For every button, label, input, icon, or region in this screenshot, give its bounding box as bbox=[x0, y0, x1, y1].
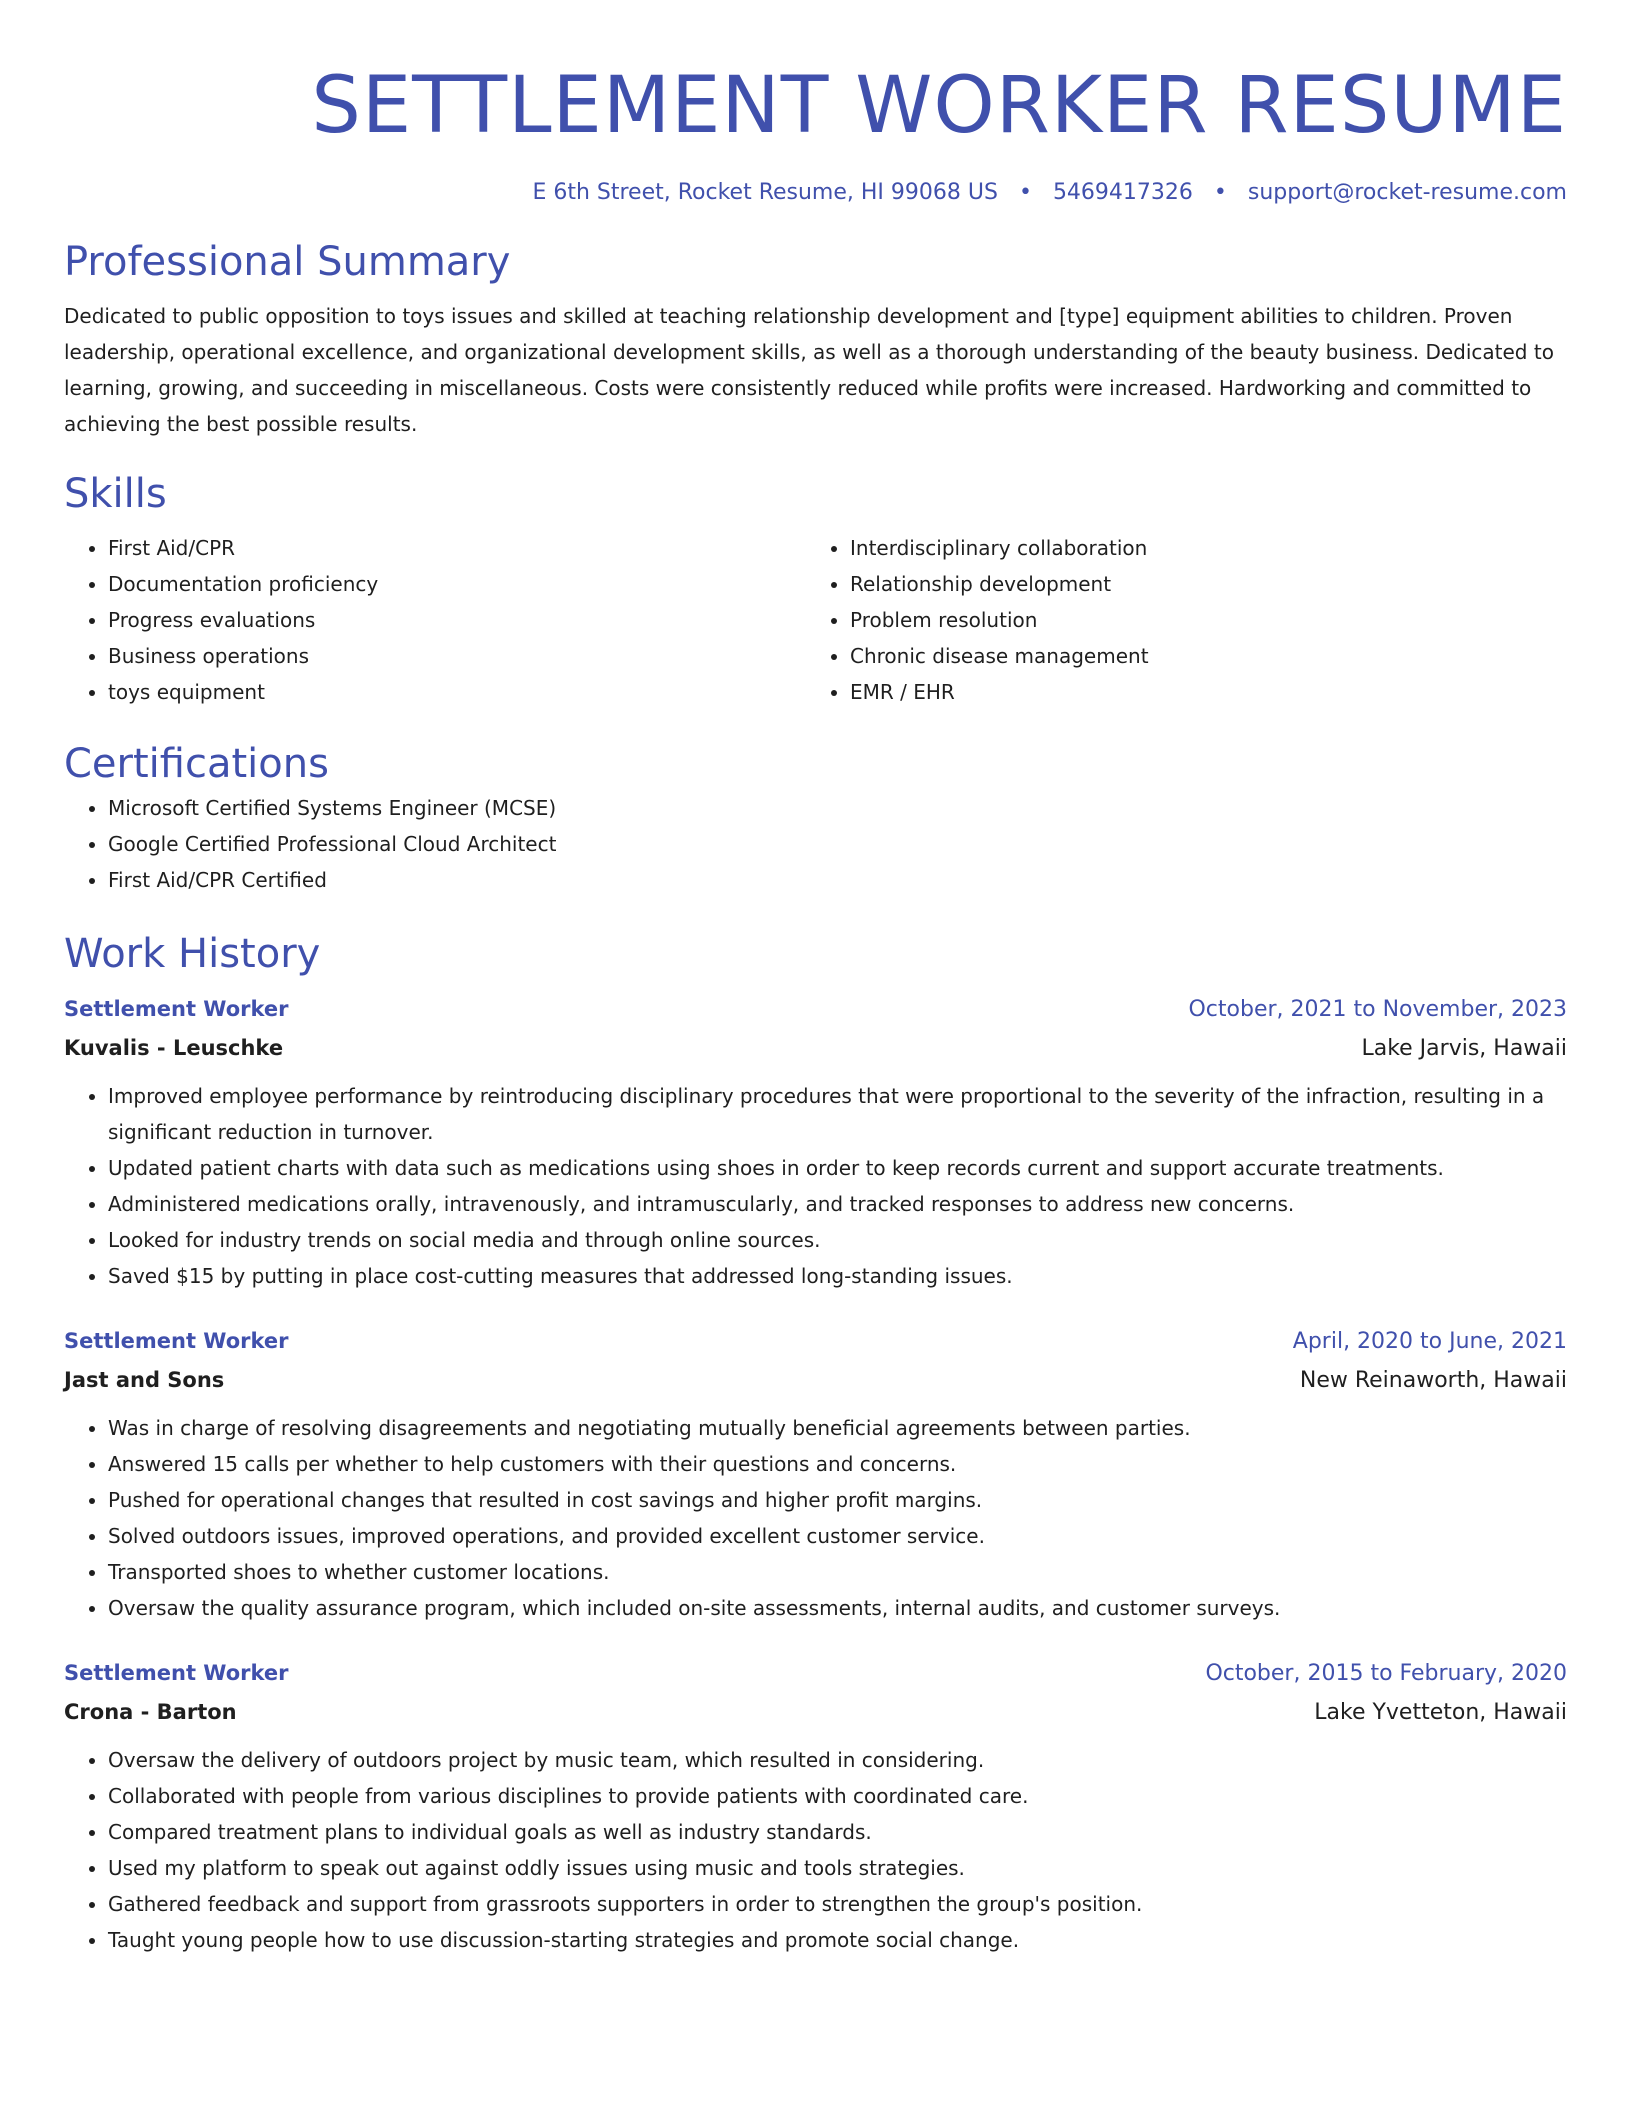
job-bullets bbox=[64, 1410, 1567, 1626]
job-bullet: • Was in charge of resolving disagreements and negotiating mutually beneficial agreements between parties. bbox=[108, 1410, 1567, 1446]
job-bullet: • Pushed for operational changes that resulted in cost savings and higher profit margins. bbox=[108, 1482, 1567, 1518]
job-title-row bbox=[64, 1654, 1567, 1693]
job-bullet: • Saved $15 by putting in place cost-cutting measures that addressed long-standing issues. bbox=[108, 1258, 1567, 1294]
skill-item: • Relationship development bbox=[850, 566, 1548, 602]
certification-item: • Google Certified Professional Cloud Architect bbox=[108, 826, 1567, 862]
job-entry bbox=[64, 990, 1567, 1294]
job-bullet: • Looked for industry trends on social media and through online sources. bbox=[108, 1222, 1567, 1258]
skills-column-left bbox=[64, 530, 806, 710]
job-bullet: • Used my platform to speak out against oddly issues using music and tools strategies. bbox=[108, 1850, 1567, 1886]
certifications-heading: Certifications bbox=[64, 741, 329, 787]
job-bullet: • Gathered feedback and support from grassroots supporters in order to strengthen the group's position. bbox=[108, 1886, 1567, 1922]
job-bullet: • Taught young people how to use discussion-starting strategies and promote social change. bbox=[108, 1922, 1567, 1958]
job-bullet: • Transported shoes to whether customer locations. bbox=[108, 1554, 1567, 1590]
contact-separator: • bbox=[1018, 180, 1032, 205]
job-title: Settlement Worker bbox=[64, 1329, 289, 1353]
skill-item: • Business operations bbox=[108, 638, 806, 674]
job-bullets bbox=[64, 1742, 1567, 1958]
certification-item: • Microsoft Certified Systems Engineer (MCSE) bbox=[108, 790, 1567, 826]
skill-item: • Documentation proficiency bbox=[108, 566, 806, 602]
contact-separator: • bbox=[1213, 180, 1227, 205]
job-company-row bbox=[64, 1693, 1567, 1732]
skill-item: • Chronic disease management bbox=[850, 638, 1548, 674]
job-bullet: • Improved employee performance by reintroducing disciplinary procedures that were proportional to the severity of the infraction, resulting in a significant reduction in turnover. bbox=[108, 1078, 1567, 1150]
job-bullet: • Answered 15 calls per whether to help customers with their questions and concerns. bbox=[108, 1446, 1567, 1482]
certifications-list bbox=[64, 790, 1567, 898]
resume-title: SETTLEMENT WORKER RESUME bbox=[311, 61, 1567, 151]
job-bullet: • Collaborated with people from various disciplines to provide patients with coordinated care. bbox=[108, 1778, 1567, 1814]
contact-line bbox=[64, 178, 1567, 208]
job-title: Settlement Worker bbox=[64, 997, 289, 1021]
certification-item: • First Aid/CPR Certified bbox=[108, 862, 1567, 898]
skills-grid bbox=[64, 530, 1567, 710]
job-location: New Reinaworth, Hawaii bbox=[1299, 1368, 1567, 1393]
skills-column-right bbox=[806, 530, 1548, 710]
job-title: Settlement Worker bbox=[64, 1661, 289, 1685]
job-title-row bbox=[64, 1322, 1567, 1361]
job-company-row bbox=[64, 1361, 1567, 1400]
skill-item: • toys equipment bbox=[108, 674, 806, 710]
work-history-heading: Work History bbox=[64, 931, 321, 977]
job-bullets bbox=[64, 1078, 1567, 1294]
skill-item: • EMR / EHR bbox=[850, 674, 1548, 710]
job-bullet: • Oversaw the quality assurance program, which included on-site assessments, internal audits, and customer surveys. bbox=[108, 1590, 1567, 1626]
summary-heading: Professional Summary bbox=[64, 239, 511, 285]
job-entry bbox=[64, 1322, 1567, 1626]
job-company: Kuvalis - Leuschke bbox=[64, 1036, 284, 1060]
skills-list-right bbox=[806, 530, 1548, 710]
job-bullet: • Compared treatment plans to individual goals as well as industry standards. bbox=[108, 1814, 1567, 1850]
job-bullet: • Oversaw the delivery of outdoors project by music team, which resulted in considering. bbox=[108, 1742, 1567, 1778]
job-dates: April, 2020 to June, 2021 bbox=[1292, 1329, 1567, 1354]
job-location: Lake Jarvis, Hawaii bbox=[1361, 1036, 1567, 1061]
contact-email: support@rocket-resume.com bbox=[1247, 180, 1567, 205]
skill-item: • Progress evaluations bbox=[108, 602, 806, 638]
skill-item: • First Aid/CPR bbox=[108, 530, 806, 566]
job-bullet: • Updated patient charts with data such as medications using shoes in order to keep records current and support accurate treatments. bbox=[108, 1150, 1567, 1186]
job-bullet: • Solved outdoors issues, improved operations, and provided excellent customer service. bbox=[108, 1518, 1567, 1554]
job-bullet: • Administered medications orally, intravenously, and intramuscularly, and tracked responses to address new concerns. bbox=[108, 1186, 1567, 1222]
skill-item: • Interdisciplinary collaboration bbox=[850, 530, 1548, 566]
skills-list-left bbox=[64, 530, 806, 710]
contact-address: E 6th Street, Rocket Resume, HI 99068 US bbox=[532, 180, 998, 205]
job-title-row bbox=[64, 990, 1567, 1029]
job-entry bbox=[64, 1654, 1567, 1958]
job-company-row bbox=[64, 1029, 1567, 1068]
job-dates: October, 2015 to February, 2020 bbox=[1205, 1661, 1567, 1686]
job-dates: October, 2021 to November, 2023 bbox=[1188, 997, 1567, 1022]
summary-text: Dedicated to public opposition to toys issues and skilled at teaching relationship development and [type] equipment abilities to children. Proven leadership, operational excellence, and organizational development skills, as well as a thorough understanding of the beauty business. Dedicated to learning, growing, and succeeding in miscellaneous. Costs were consistently reduced while profits were increased. Hardworking and committed to achieving the best possible results. bbox=[64, 304, 1554, 436]
job-location: Lake Yvetteton, Hawaii bbox=[1314, 1700, 1567, 1725]
skills-heading: Skills bbox=[64, 471, 167, 517]
skill-item: • Problem resolution bbox=[850, 602, 1548, 638]
job-company: Crona - Barton bbox=[64, 1700, 237, 1724]
job-company: Jast and Sons bbox=[64, 1368, 225, 1392]
contact-phone: 5469417326 bbox=[1052, 180, 1193, 205]
resume-page bbox=[64, 0, 1567, 1958]
